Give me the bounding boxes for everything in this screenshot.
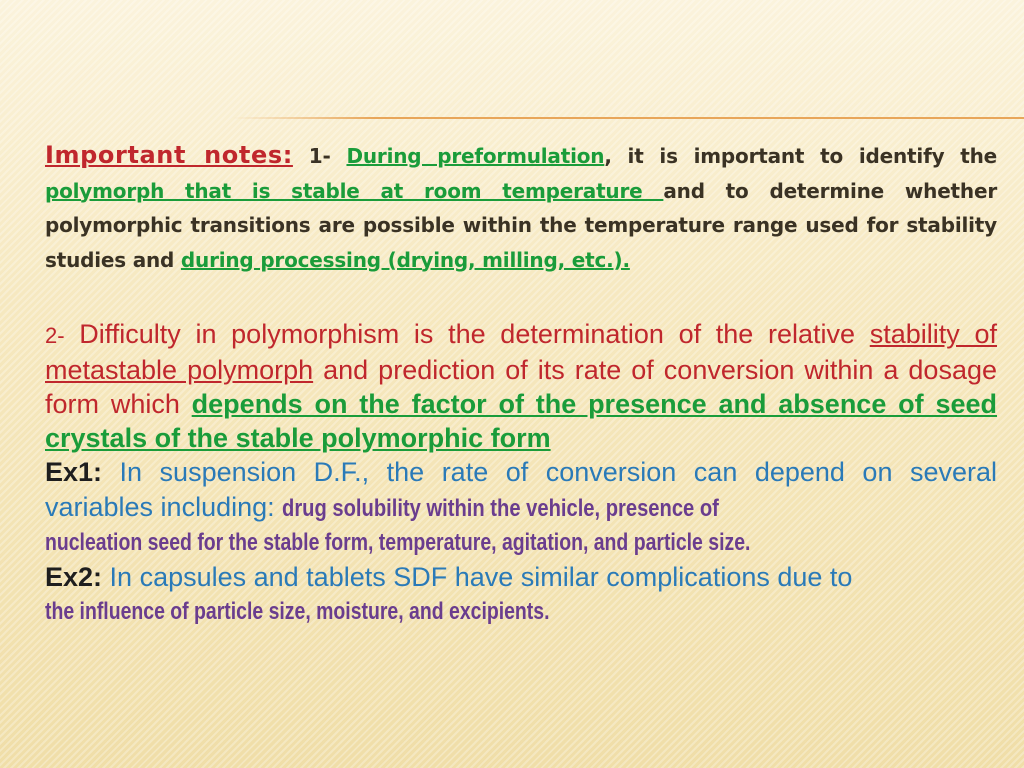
note-2-number: 2- bbox=[45, 323, 65, 348]
ex1-bold-line-2: nucleation seed for the stable form, temperature, agitation, and particle size. bbox=[45, 529, 751, 556]
example-2-paragraph bbox=[45, 560, 997, 629]
note-2-text-a: Difficulty in polymorphism is the determination of the relative bbox=[79, 319, 870, 349]
note-1-text-a: , it is important to identify the bbox=[604, 144, 998, 168]
note-1-paragraph bbox=[45, 138, 997, 277]
note-1-number: 1- bbox=[308, 144, 331, 168]
stable-polymorph-phrase: polymorph that is stable at room temperature bbox=[45, 178, 664, 203]
note-1-text-b: and to determine whether polymorphic transitions are possible within the temperature range used for stability studies and bbox=[45, 178, 997, 272]
title-divider-line bbox=[232, 117, 1024, 119]
during-processing-phrase: during processing (drying, milling, etc.). bbox=[180, 247, 630, 272]
ex1-label: Ex1: bbox=[45, 457, 103, 487]
ex2-label: Ex2: bbox=[45, 562, 103, 592]
ex1-bold-line-1: drug solubility within the vehicle, presence of bbox=[282, 495, 720, 522]
during-preformulation-phrase: During preformulation bbox=[346, 144, 605, 168]
slide-body bbox=[45, 138, 997, 629]
ex2-text: In capsules and tablets SDF have similar complications due to bbox=[102, 562, 853, 592]
ex1-text: In suspension D.F., the rate of conversion can depend on several variables including: bbox=[45, 457, 997, 522]
example-1-paragraph bbox=[45, 455, 997, 560]
note-2-text-b: and prediction of its rate of conversion within a dosage form which bbox=[45, 355, 998, 419]
ex2-bold-line: the influence of particle size, moisture, and excipients. bbox=[45, 598, 550, 625]
seed-crystals-phrase: depends on the factor of the presence and absence of seed crystals of the stable polymorphic form bbox=[45, 389, 997, 453]
metastable-polymorph-phrase: stability of metastable polymorph bbox=[45, 319, 997, 385]
note-2-paragraph bbox=[45, 317, 997, 455]
important-notes-label: Important notes: bbox=[45, 141, 293, 169]
